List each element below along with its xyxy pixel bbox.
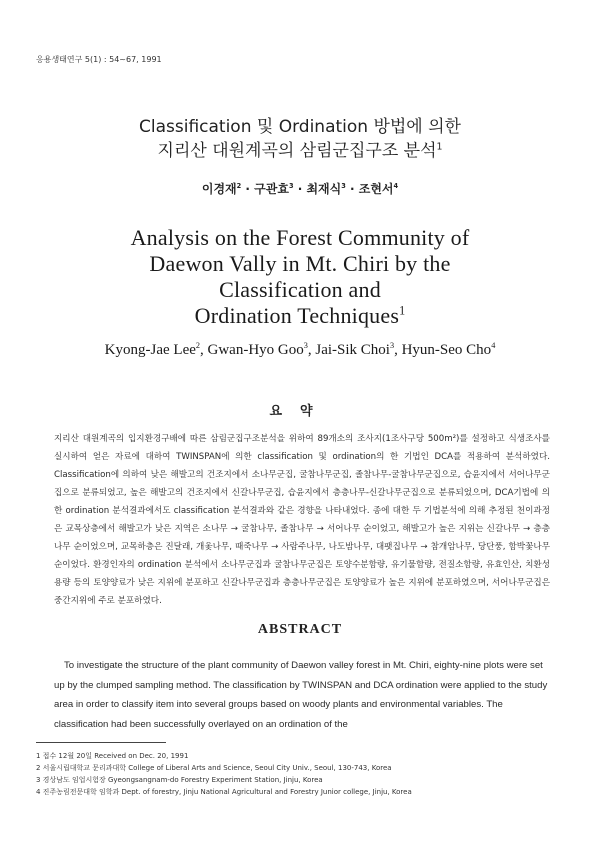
korean-author: 조현서 bbox=[358, 182, 394, 196]
english-author: Kyong-Jae Lee bbox=[104, 342, 196, 358]
english-authors: Kyong-Jae Lee$^2$, Gwan-Hyo Goo$^3$, Jai-Sik Choi$^3$, Hyun-Seo Cho$^4$ bbox=[104, 341, 496, 358]
author-affiliation-mark: 4 bbox=[393, 182, 399, 190]
author-affiliation-mark: 3 bbox=[341, 182, 346, 190]
author-affiliation-mark: 2 bbox=[195, 341, 201, 350]
author-affiliation-mark: 3 bbox=[389, 341, 395, 350]
korean-title-line-2-text: 지리산 대원계곡의 삼림군집구조 분석 bbox=[157, 141, 437, 161]
footnotes bbox=[36, 750, 566, 798]
english-abstract bbox=[54, 656, 550, 734]
english-author: Jai-Sik Choi bbox=[315, 342, 390, 358]
english-abstract-body: To investigate the structure of the plant community of Daewon valley forest in Mt. Chiri, eighty-nine plots were set up by the clumped sampling method. The classification by TWINSPAN and DCA ordination were applied to the study area in order to classify item into several groups based on woody plants and environmental variables. The classification had been successfully overlayed on an ordination of the bbox=[54, 660, 548, 730]
english-title-footnote-mark: 1 bbox=[399, 303, 406, 318]
korean-abstract bbox=[54, 430, 550, 610]
journal-citation: 응용생태연구 5(1) : 54~67, 1991 bbox=[36, 55, 162, 64]
footnote: 3 경상남도 임업시험장 Gyeongsangnam-do Forestry Experiment Station, Jinju, Korea bbox=[36, 776, 323, 784]
korean-author: 구관효 bbox=[254, 182, 289, 196]
footnote: 4 진주농림전문대학 임학과 Dept. of forestry, Jinju National Agricultural and Forestry Junior college, Jinju, Korea bbox=[36, 788, 412, 796]
footnote: 2 서울시립대학교 문리과대학 College of Liberal Arts and Science, Seoul City Univ., Seoul, 130-743, Korea bbox=[36, 764, 392, 772]
korean-authors: 이경재$^2$ · 구관효$^3$ · 최재식$^3$ · 조현서$^4$ bbox=[201, 182, 399, 196]
author-affiliation-mark: 3 bbox=[288, 182, 294, 190]
korean-author: 최재식 bbox=[306, 182, 342, 196]
korean-abstract-body: 지리산 대원계곡의 입지환경구배에 따른 삼림군집구조분석을 위하여 89개소의 조사지(1조사구당 500m²)를 설정하고 식생조사를 실시하여 얻은 자료에 대하여 TWINSPAN에 의한 classification 및 ordination의 한 기법인 DCA를 적용하여 분석하였다. Classification에 의하여 낮은 해발고의 건조지에서 소나무군집, 굴참나무군집, 졸참나무-굴참나무군집으로, 습윤지에서 서어나무군집으로 분류되었고, 높은 해발고의 건조지에서 신갈나무군집, 습윤지에서 층층나무-신갈나무군집으로 분류되었으며, DCA기법에 의한 ordination 분석결과에서도 classification 분석결과와 같은 경향을 나타내었다. 종에 대한 두 기법분석에 의해 추정된 천이과정은 교목상층에서 해발고가 낮은 지역은 소나무 → 굴참나무, 졸참나무 → 서어나무 순이었고, 해발고가 높은 지위는 신갈나무 → 층층나무 순이었으며, 교목하층은 진달래, 개옻나무, 때죽나무 → 사람주나무, 나도밤나무, 대팻집나무 → 참개암나무, 당단풍, 함박꽃나무 순이었다. 환경인자의 ordination 분석에서 소나무군집과 굴참나무군집은 토양수분함량, 유기물함량, 전질소함량, 유효인산, 치환성용량 등의 토양양료가 낮은 지위에 분포하고 신갈나무군집과 층층나무군집은 토양양료가 높은 지위에 분포하였으며, 서어나무군집은 중간지위에 주로 분포하였다. bbox=[54, 434, 550, 606]
korean-abstract-heading: 요약 bbox=[269, 404, 331, 419]
english-title-line-4-text: Ordination Techniques bbox=[194, 303, 400, 328]
english-author: Hyun-Seo Cho bbox=[401, 342, 492, 358]
footnote-divider bbox=[36, 742, 166, 743]
korean-title-line-2 bbox=[40, 140, 560, 162]
korean-author: 이경재 bbox=[201, 182, 237, 196]
author-affiliation-mark: 3 bbox=[303, 341, 308, 350]
korean-title-footnote-mark: 1 bbox=[436, 141, 443, 153]
english-title-line-2: Daewon Vally in Mt. Chiri by the bbox=[149, 251, 451, 276]
english-title-line-3: Classification and bbox=[219, 277, 381, 302]
author-affiliation-mark: 4 bbox=[491, 341, 496, 350]
english-author: Gwan-Hyo Goo bbox=[207, 342, 304, 358]
english-abstract-heading: ABSTRACT bbox=[257, 622, 343, 637]
author-affiliation-mark: 2 bbox=[236, 182, 242, 190]
korean-title-line-1: Classification 및 Ordination 방법에 의한 bbox=[139, 117, 461, 137]
english-title-line-1: Analysis on the Forest Community of bbox=[130, 225, 470, 250]
english-title-line-4 bbox=[40, 303, 560, 329]
footnote: 1 접수 12월 20일 Received on Dec. 20, 1991 bbox=[36, 752, 189, 760]
